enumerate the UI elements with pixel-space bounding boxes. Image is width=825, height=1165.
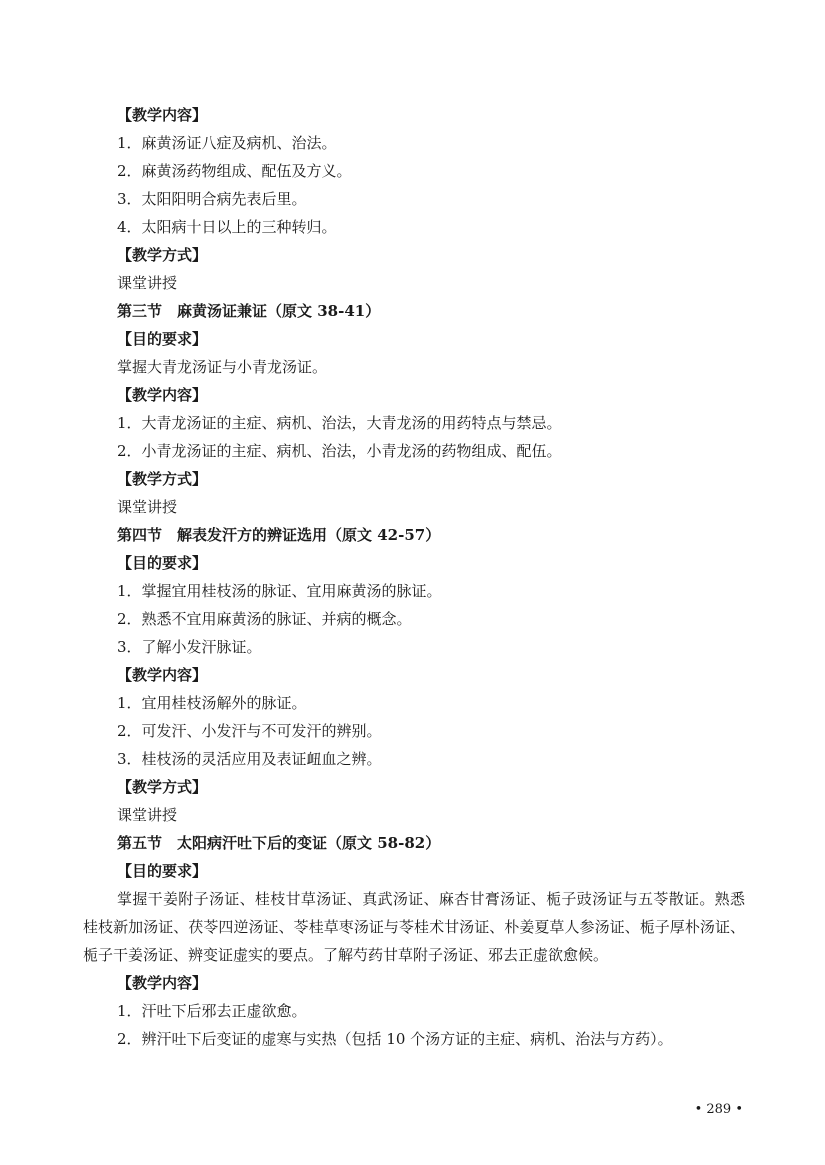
content-line: 1．大青龙汤证的主症、病机、治法，大青龙汤的用药特点与禁忌。 [117, 414, 562, 432]
content-line: 2．小青龙汤证的主症、病机、治法，小青龙汤的药物组成、配伍。 [117, 442, 562, 460]
section-heading: 【教学方式】 [117, 470, 208, 488]
section-heading: 【教学方式】 [117, 246, 208, 264]
content-line: 3．桂枝汤的灵活应用及表证衄血之辨。 [117, 750, 382, 768]
content-line: 课堂讲授 [117, 498, 178, 516]
chapter-section-title: 第三节 麻黄汤证兼证（原文 38-41） [117, 302, 381, 320]
section-heading: 【教学内容】 [117, 386, 208, 404]
content-line: 2．麻黄汤药物组成、配伍及方义。 [117, 162, 352, 180]
content-line: 3．了解小发汗脉证。 [117, 638, 262, 656]
content-line: 1．麻黄汤证八症及病机、治法。 [117, 134, 337, 152]
content-line: 课堂讲授 [117, 806, 178, 824]
content-line: 2．可发汗、小发汗与不可发汗的辨别。 [117, 722, 382, 740]
body-paragraph: 掌握干姜附子汤证、桂枝甘草汤证、真武汤证、麻杏甘膏汤证、栀子豉汤证与五苓散证。熟悉桂枝新加汤证、茯苓四逆汤证、苓桂草枣汤证与苓桂术甘汤证、朴姜夏草人参汤证、栀子厚朴汤证、栀子干姜汤证、辨变证虚实的要点。了解芍药甘草附子汤证、邪去正虚欲愈候。 [83, 890, 745, 964]
content-line: 掌握大青龙汤证与小青龙汤证。 [117, 358, 328, 376]
content-line: 课堂讲授 [117, 274, 178, 292]
content-line: 2．熟悉不宜用麻黄汤的脉证、并病的概念。 [117, 610, 412, 628]
content-line: 3．太阳阳明合病先表后里。 [117, 190, 307, 208]
chapter-section-title: 第四节 解表发汗方的辨证选用（原文 42-57） [117, 526, 441, 544]
content-line: 1．掌握宜用桂枝汤的脉证、宜用麻黄汤的脉证。 [117, 582, 442, 600]
section-heading: 【目的要求】 [117, 862, 208, 880]
section-heading: 【目的要求】 [117, 330, 208, 348]
section-heading: 【教学内容】 [117, 974, 208, 992]
section-heading: 【教学内容】 [117, 666, 208, 684]
content-line: 4．太阳病十日以上的三种转归。 [117, 218, 337, 236]
page-number: • 289 • [694, 1102, 743, 1117]
section-heading: 【教学方式】 [117, 778, 208, 796]
content-line: 1．汗吐下后邪去正虚欲愈。 [117, 1002, 307, 1020]
chapter-section-title: 第五节 太阳病汗吐下后的变证（原文 58-82） [117, 834, 441, 852]
page-body [0, 101, 825, 1053]
content-line: 2．辨汗吐下后变证的虚寒与实热（包括 10 个汤方证的主症、病机、治法与方药）。 [117, 1030, 673, 1048]
section-heading: 【教学内容】 [117, 106, 208, 124]
content-line: 1．宜用桂枝汤解外的脉证。 [117, 694, 307, 712]
section-heading: 【目的要求】 [117, 554, 208, 572]
